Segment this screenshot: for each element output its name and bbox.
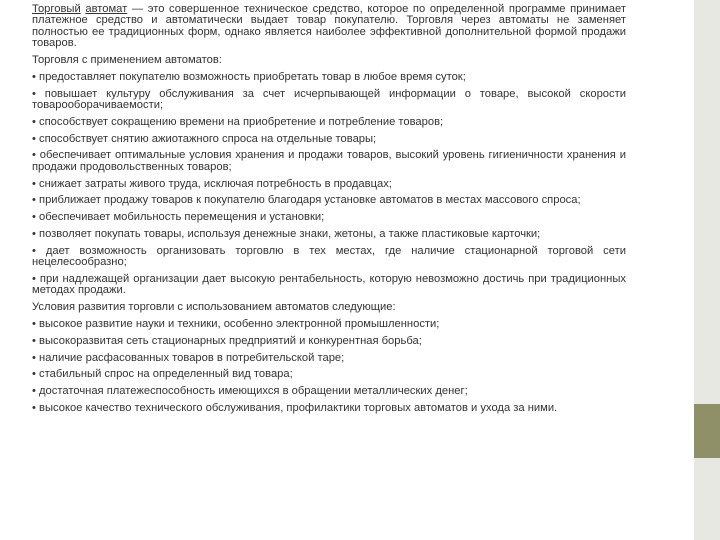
intro-definition: — это совершенное техническое средство, которое по определенной программе принимает платежное средство и автоматически выдает товар покупателю. Торговля через автоматы не заменяет полностью ее традиционных форм, однако является наиболее эффективной дополнительной формой продажи товаров. (32, 3, 627, 50)
side-bar-bottom (694, 458, 720, 540)
benefits-heading: Торговля с применением автоматов: (32, 54, 222, 67)
condition-item: • высокоразвитая сеть стационарных предприятий и конкурентная борьба; (32, 334, 422, 347)
term-avtomat: автомат (85, 3, 128, 15)
condition-item: • высокое качество технического обслуживания, профилактики торговых автоматов и ухода за ними. (32, 401, 558, 414)
side-accent-block (694, 404, 720, 458)
condition-item: • достаточная платежеспособность имеющихся в обращении металлических денег; (32, 385, 468, 398)
conditions-heading: Условия развития торговли с использованием автоматов следующие: (32, 301, 396, 314)
benefit-item: • обеспечивает мобильность перемещения и установки; (32, 211, 325, 224)
benefit-item: • при надлежащей организации дает высокую рентабельность, которую невозможно достичь при традиционных методах продажи. (32, 273, 626, 297)
benefit-item: • дает возможность организовать торговлю в тех местах, где наличие стационарной торговой сети нецелесообразно; (32, 244, 626, 269)
slide-text-body (32, 4, 626, 420)
benefit-item: • снижает затраты живого труда, исключая потребность в продавцах; (32, 177, 392, 190)
side-bar-top (694, 0, 720, 404)
benefit-item: • позволяет покупать товары, используя денежные знаки, жетоны, а также пластиковые карточки; (32, 228, 541, 240)
condition-item: • стабильный спрос на определенный вид товара; (32, 368, 293, 381)
benefit-item: • способствует снятию ажиотажного спроса на отдельные товары; (32, 132, 377, 145)
condition-item: • наличие расфасованных товаров в потребительской таре; (32, 351, 345, 364)
benefit-item: • предоставляет покупателю возможность приобретать товар в любое время суток; (32, 70, 466, 83)
intro-paragraph (32, 4, 626, 50)
benefit-item: • приближает продажу товаров к покупателю благодаря установке автоматов в местах массового спроса; (32, 194, 581, 207)
benefit-item: • обеспечивает оптимальные условия хранения и продажи товаров, высокий уровень гигиеничности хранения и продажи продовольственных товаров; (32, 149, 626, 173)
term-torgovyi: Торговый (32, 3, 81, 15)
benefit-item: • способствует сокращению времени на приобретение и потребление товаров; (32, 115, 444, 128)
condition-item: • высокое развитие науки и техники, особенно электронной промышленности; (32, 318, 440, 330)
benefit-item: • повышает культуру обслуживания за счет исчерпывающей информации о товаре, высокой скорости товарооборачиваемости; (32, 87, 626, 112)
